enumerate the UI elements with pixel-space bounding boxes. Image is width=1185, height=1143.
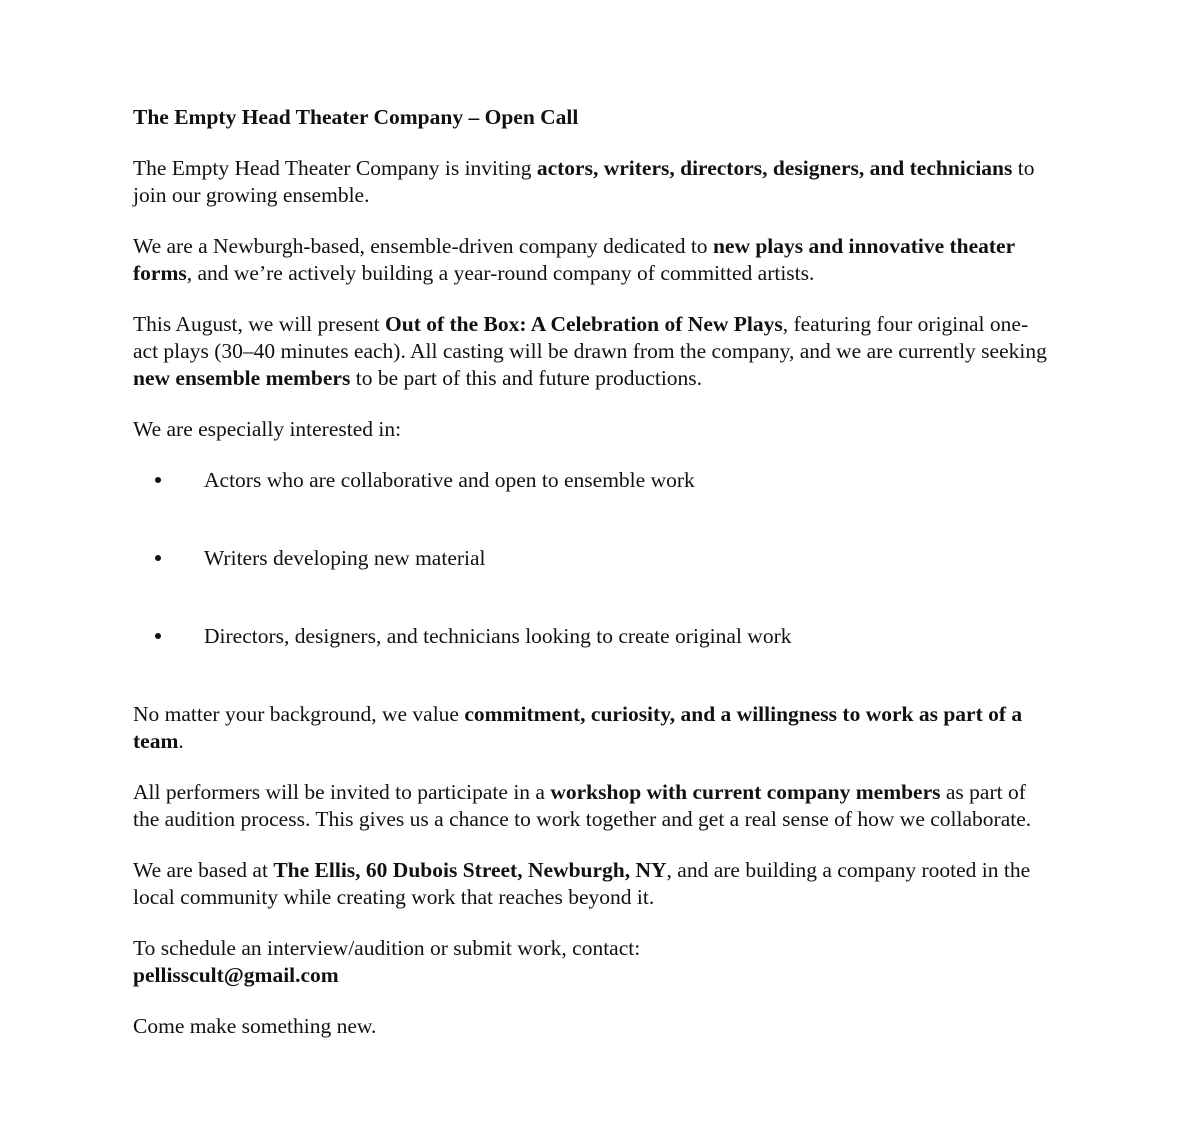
- bold-run: actors, writers, directors, designers, and technicians: [536, 156, 1013, 180]
- contact-email-link[interactable]: pellisscult@gmail.com: [133, 963, 339, 987]
- workshop-paragraph: [133, 779, 1053, 833]
- list-item: [133, 467, 1053, 494]
- list-item: [133, 545, 1053, 572]
- text-run: All performers will be invited to participate in a: [133, 780, 551, 804]
- bold-run: workshop with current company members: [550, 780, 941, 804]
- interest-intro: We are especially interested in:: [133, 417, 402, 441]
- text-run: , and are building a company rooted in the local community while creating work that reaches beyond it.: [133, 858, 1031, 909]
- bold-run: The Ellis, 60 Dubois Street, Newburgh, NY: [273, 858, 667, 882]
- production-paragraph: [133, 311, 1053, 392]
- bold-run: new ensemble members: [133, 366, 351, 390]
- text-run: as part of the audition process. This gives us a chance to work together and get a real sense of how we collaborate.: [133, 780, 1032, 831]
- list-item-text: Writers developing new material: [204, 546, 486, 570]
- values-paragraph: [133, 701, 1053, 755]
- text-run: We are based at: [133, 858, 274, 882]
- bullet-icon: [155, 633, 161, 639]
- bullet-icon: [155, 477, 161, 483]
- list-item-text: Actors who are collaborative and open to ensemble work: [204, 468, 695, 492]
- list-item-text: Directors, designers, and technicians looking to create original work: [204, 624, 792, 648]
- text-run: The Empty Head Theater Company is inviting: [133, 156, 537, 180]
- text-run: , and we’re actively building a year-round company of committed artists.: [186, 261, 815, 285]
- document-body: [133, 104, 1053, 1064]
- text-run: We are a Newburgh-based, ensemble-driven company dedicated to: [133, 234, 713, 258]
- contact-paragraph: [133, 935, 1053, 989]
- text-run: to be part of this and future productions.: [350, 366, 703, 390]
- bold-run: commitment, curiosity, and a willingness to work as part of a team: [133, 702, 1023, 753]
- text-run: No matter your background, we value: [133, 702, 465, 726]
- location-paragraph: [133, 857, 1053, 911]
- about-paragraph: [133, 233, 1053, 287]
- text-run: This August, we will present: [133, 312, 386, 336]
- text-run: , featuring four original one-act plays (30–40 minutes each). All casting will be drawn from the company, and we are currently seeking: [133, 312, 1047, 363]
- contact-label: To schedule an interview/audition or submit work, contact:: [133, 936, 641, 960]
- closing-line: Come make something new.: [133, 1014, 377, 1038]
- bold-run: new plays and innovative theater forms: [133, 234, 1015, 285]
- list-item: [133, 623, 1053, 650]
- text-run: .: [178, 729, 184, 753]
- document-title: The Empty Head Theater Company – Open Call: [133, 105, 579, 129]
- text-run: to join our growing ensemble.: [133, 156, 1035, 207]
- interest-list: [133, 467, 1053, 650]
- bullet-icon: [155, 555, 161, 561]
- bold-run: Out of the Box: A Celebration of New Plays: [385, 312, 783, 336]
- intro-paragraph: [133, 155, 1053, 209]
